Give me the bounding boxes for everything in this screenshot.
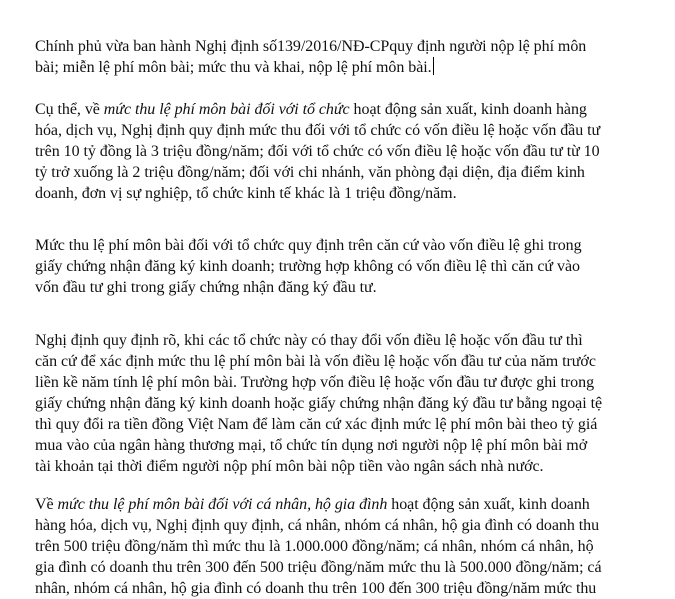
text-line-content: bài; miễn lệ phí môn bài; mức thu và khai, nộp lệ phí môn bài. [35,59,432,76]
text-line: vốn đầu tư ghi trong giấy chứng nhận đăng ký đầu tư. [35,279,377,296]
text-line: gia đình có doanh thu trên 300 đến 500 triệu đồng/năm mức thu là 500.000 đồng/năm; cá [35,559,602,576]
italic-phrase: mức thu lệ phí môn bài đối với cá nhân, hộ gia đình [57,496,388,513]
text-rest: hoạt động sản xuất, kinh doanh hàng [349,101,587,118]
text-cursor [433,57,434,75]
text-line [35,57,660,78]
text-line: hàng hóa, dịch vụ, Nghị định quy định, cá nhân, nhóm cá nhân, hộ gia đình có doanh thu [35,517,600,534]
text-line: tài khoản tại thời điểm người nộp phí môn bài nộp tiền vào ngân sách nhà nước. [35,458,544,475]
text-line: giấy chứng nhận đăng ký kinh doanh; trường hợp không có vốn điều lệ thì căn cứ vào [35,258,580,275]
text-lead: Cụ thể, về [35,101,104,118]
text-lead: Về [35,496,58,513]
text-line: căn cứ để xác định mức thu lệ phí môn bài là vốn điều lệ hoặc vốn đầu tư của năm trước [35,353,596,370]
text-line: hóa, dịch vụ, Nghị định quy định mức thu đối với tổ chức có vốn điều lệ hoặc vốn đầu tư [35,122,601,139]
text-line: thì quy đổi ra tiền đồng Việt Nam để làm căn cứ xác định mức lệ phí môn bài theo tỷ giá [35,416,598,433]
text-rest: hoạt động sản xuất, kinh doanh [387,496,590,513]
paragraph-individual-fees[interactable] [35,494,660,599]
text-line: Nghị định quy định rõ, khi các tổ chức này có thay đổi vốn điều lệ hoặc vốn đầu tư thì [35,332,583,349]
text-line: liền kề năm tính lệ phí môn bài. Trường hợp vốn điều lệ hoặc vốn đầu tư được ghi trong [35,374,595,391]
text-line [35,494,660,515]
paragraph-capital-basis[interactable] [35,235,660,298]
text-line [35,99,660,120]
text-line: mua vào của ngân hàng thương mại, tổ chức tín dụng nơi người nộp lệ phí môn bài mở [35,437,588,454]
text-line: doanh, đơn vị sự nghiệp, tổ chức kinh tế khác là 1 triệu đồng/năm. [35,185,457,202]
text-line: trên 10 tỷ đồng là 3 triệu đồng/năm; đối với tổ chức có vốn điều lệ hoặc vốn đầu tư từ 10 [35,143,600,160]
text-line: giấy chứng nhận đăng ký kinh doanh hoặc giấy chứng nhận đăng ký đầu tư bằng ngoại tệ [35,395,603,412]
text-line: nhân, nhóm cá nhân, hộ gia đình có doanh thu trên 100 đến 300 triệu đồng/năm mức thu [35,580,597,597]
text-line: trên 500 triệu đồng/năm thì mức thu là 1.000.000 đồng/năm; cá nhân, nhóm cá nhân, hộ [35,538,594,555]
paragraph-organization-fees[interactable] [35,99,660,204]
paragraph-capital-change[interactable] [35,330,660,477]
text-line: Mức thu lệ phí môn bài đối với tổ chức quy định trên căn cứ vào vốn điều lệ ghi trong [35,237,582,254]
text-line: tỷ trở xuống là 2 triệu đồng/năm; đối với chi nhánh, văn phòng đại diện, địa điểm kinh [35,164,585,181]
italic-phrase: mức thu lệ phí môn bài đối với tổ chức [103,101,350,118]
text-line: Chính phủ vừa ban hành Nghị định số139/2016/NĐ-CPquy định người nộp lệ phí môn [35,38,587,55]
paragraph-intro[interactable] [35,36,660,78]
